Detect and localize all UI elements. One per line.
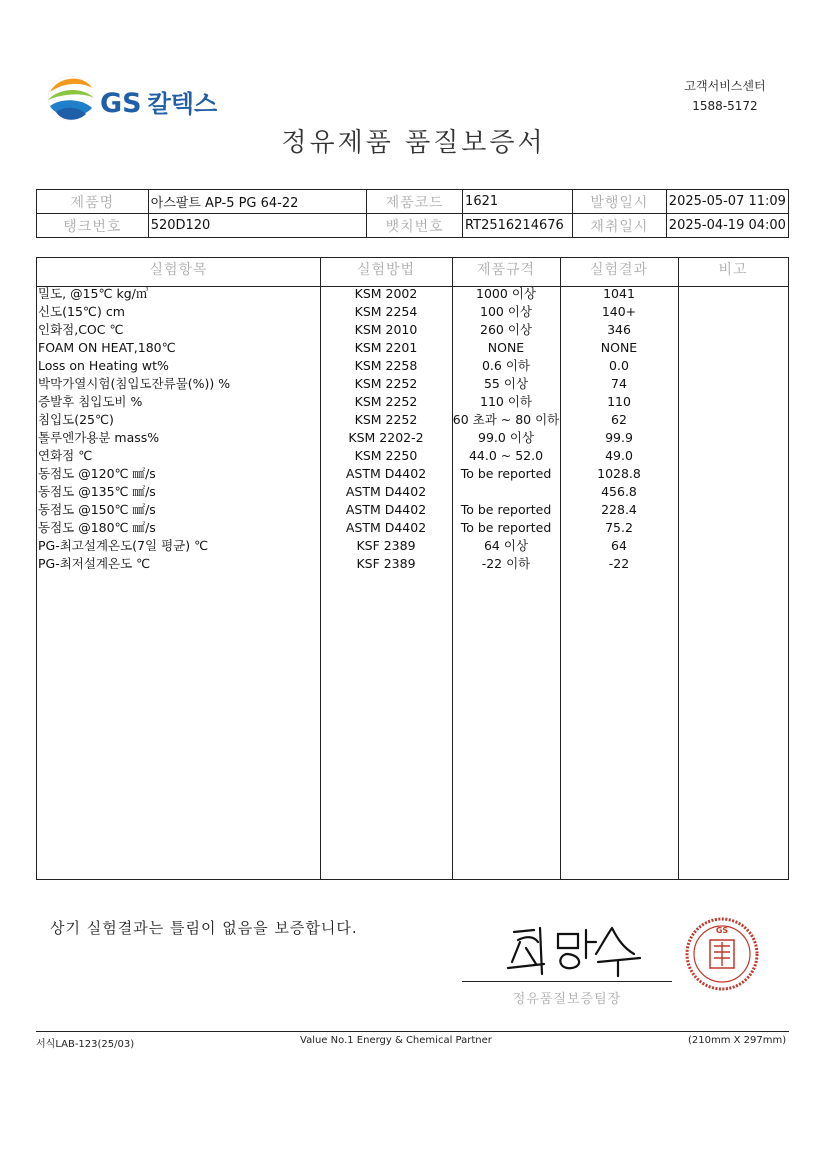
table-row <box>37 303 788 321</box>
spec-value: 60 초과 ~ 80 이하 <box>452 412 560 427</box>
signature-image <box>500 918 650 978</box>
product-code-label: 제품코드 <box>367 190 463 214</box>
svg-text:GS: GS <box>715 926 729 935</box>
issue-date-label: 발행일시 <box>573 190 667 214</box>
info-row <box>37 190 789 214</box>
signer-title: 정유품질보증팀장 <box>512 992 622 1007</box>
header-result: 실험결과 <box>560 258 678 287</box>
table-body <box>37 285 788 573</box>
test-method: ASTM D4402 <box>345 466 427 481</box>
result-value: 74 <box>611 376 627 391</box>
table-row <box>37 555 788 573</box>
result-value: 49.0 <box>605 448 633 463</box>
result-value: 140+ <box>601 304 637 319</box>
header-remarks: 비고 <box>678 258 788 287</box>
batch-no-label: 뱃치번호 <box>367 214 463 238</box>
service-center-label: 고객서비스센터 <box>684 79 766 93</box>
test-method: KSM 2258 <box>354 358 418 373</box>
test-item: 신도(15℃) cm <box>38 304 125 319</box>
spec-value: 100 이상 <box>480 304 532 319</box>
test-item: 톨루엔가용분 mass% <box>38 430 160 445</box>
sample-date-value: 2025-04-19 04:00 <box>666 214 788 238</box>
result-value: -22 <box>608 556 630 571</box>
spec-value: 260 이상 <box>480 322 532 337</box>
result-value: 346 <box>607 322 631 337</box>
product-name-value: 아스팔트 AP-5 PG 64-22 <box>148 190 367 214</box>
spec-value: To be reported <box>460 466 552 481</box>
test-method: KSF 2389 <box>356 538 416 553</box>
signature-line <box>462 981 672 982</box>
header-test-item: 실험항목 <box>37 258 320 287</box>
spec-value: 0.6 이하 <box>481 358 530 373</box>
company-slogan: Value No.1 Energy & Chemical Partner <box>300 1035 492 1046</box>
test-method: KSM 2252 <box>354 394 418 409</box>
test-item: 동점도 @135℃ ㎟/s <box>38 484 156 499</box>
service-center <box>660 76 790 116</box>
test-method: KSM 2201 <box>354 340 418 355</box>
table-row <box>37 519 788 537</box>
test-method: KSM 2202-2 <box>348 430 424 445</box>
batch-no-value: RT2516214676 <box>463 214 573 238</box>
test-item: 침입도(25℃) <box>38 412 114 427</box>
paper-size: (210mm X 297mm) <box>688 1035 787 1046</box>
result-value: 228.4 <box>601 502 637 517</box>
result-value: 99.9 <box>605 430 633 445</box>
spec-value: To be reported <box>460 502 552 517</box>
info-row <box>37 214 789 238</box>
service-center-phone: 1588-5172 <box>692 99 758 113</box>
spec-value: 110 이하 <box>480 394 532 409</box>
test-method: ASTM D4402 <box>345 484 427 499</box>
spec-value: 99.0 이상 <box>478 430 534 445</box>
test-method: KSM 2252 <box>354 412 418 427</box>
test-method: KSM 2250 <box>354 448 418 463</box>
test-item: 인화점,COC ℃ <box>38 322 124 337</box>
company-seal <box>684 916 760 992</box>
test-item: 박막가열시험(침입도잔류물(%)) % <box>38 376 231 391</box>
guarantee-statement: 상기 실험결과는 틀림이 없음을 보증합니다. <box>50 919 358 937</box>
table-row <box>37 393 788 411</box>
header-test-method: 실험방법 <box>320 258 452 287</box>
test-method: KSM 2252 <box>354 376 418 391</box>
test-item: Loss on Heating wt% <box>38 358 169 373</box>
test-method: KSM 2002 <box>354 286 418 301</box>
test-item: 증발후 침입도비 % <box>38 394 143 409</box>
brand-korean: 칼텍스 <box>147 90 218 118</box>
result-value: 75.2 <box>605 520 633 535</box>
tank-no-value: 520D120 <box>148 214 367 238</box>
spec-value: 1000 이상 <box>476 286 536 301</box>
table-row <box>37 375 788 393</box>
spec-value: To be reported <box>460 520 552 535</box>
result-value: 64 <box>611 538 627 553</box>
table-row <box>37 411 788 429</box>
sample-date-label: 채취일시 <box>573 214 667 238</box>
test-item: 연화점 ℃ <box>38 448 93 463</box>
table-row <box>37 285 788 303</box>
test-item: FOAM ON HEAT,180℃ <box>38 340 176 355</box>
issue-date-value: 2025-05-07 11:09 <box>666 190 788 214</box>
test-method: KSM 2254 <box>354 304 418 319</box>
result-value: 110 <box>607 394 631 409</box>
result-value: 1041 <box>603 286 635 301</box>
tank-no-label: 탱크번호 <box>37 214 149 238</box>
test-item: PG-최저설계온도 ℃ <box>38 556 151 571</box>
brand-gs: GS <box>100 88 142 119</box>
test-item: PG-최고설계온도(7일 평균) ℃ <box>38 538 209 553</box>
result-value: NONE <box>600 340 638 355</box>
header-spec: 제품규격 <box>452 258 560 287</box>
spec-value: NONE <box>487 340 525 355</box>
table-row <box>37 357 788 375</box>
form-number: 서식LAB-123(25/03) <box>36 1039 135 1050</box>
table-row <box>37 321 788 339</box>
table-row <box>37 465 788 483</box>
table-row <box>37 339 788 357</box>
spec-value: 55 이상 <box>483 376 529 391</box>
table-row <box>37 447 788 465</box>
test-item: 동점도 @150℃ ㎟/s <box>38 502 156 517</box>
test-method: ASTM D4402 <box>345 520 427 535</box>
spec-value: 44.0 ~ 52.0 <box>468 448 544 463</box>
result-value: 62 <box>611 412 627 427</box>
document-title: 정유제품 품질보증서 <box>281 128 546 158</box>
table-row <box>37 429 788 447</box>
test-item: 동점도 @180℃ ㎟/s <box>38 520 156 535</box>
test-method: ASTM D4402 <box>345 502 427 517</box>
test-method: KSM 2010 <box>354 322 418 337</box>
test-item: 동점도 @120℃ ㎟/s <box>38 466 156 481</box>
result-value: 1028.8 <box>597 466 641 481</box>
test-results-table <box>36 257 789 880</box>
footer-divider <box>36 1031 789 1032</box>
product-code-value: 1621 <box>463 190 573 214</box>
spec-value: 64 이상 <box>483 538 529 553</box>
result-value: 456.8 <box>601 484 637 499</box>
test-item: 밀도, @15℃ kg/㎥ <box>38 286 149 301</box>
brand-name <box>100 84 217 119</box>
result-value: 0.0 <box>609 358 629 373</box>
test-method: KSF 2389 <box>356 556 416 571</box>
spec-value: -22 이하 <box>481 556 531 571</box>
product-info-table <box>36 189 789 238</box>
table-row <box>37 501 788 519</box>
table-row <box>37 483 788 501</box>
table-row <box>37 537 788 555</box>
product-name-label: 제품명 <box>37 190 149 214</box>
